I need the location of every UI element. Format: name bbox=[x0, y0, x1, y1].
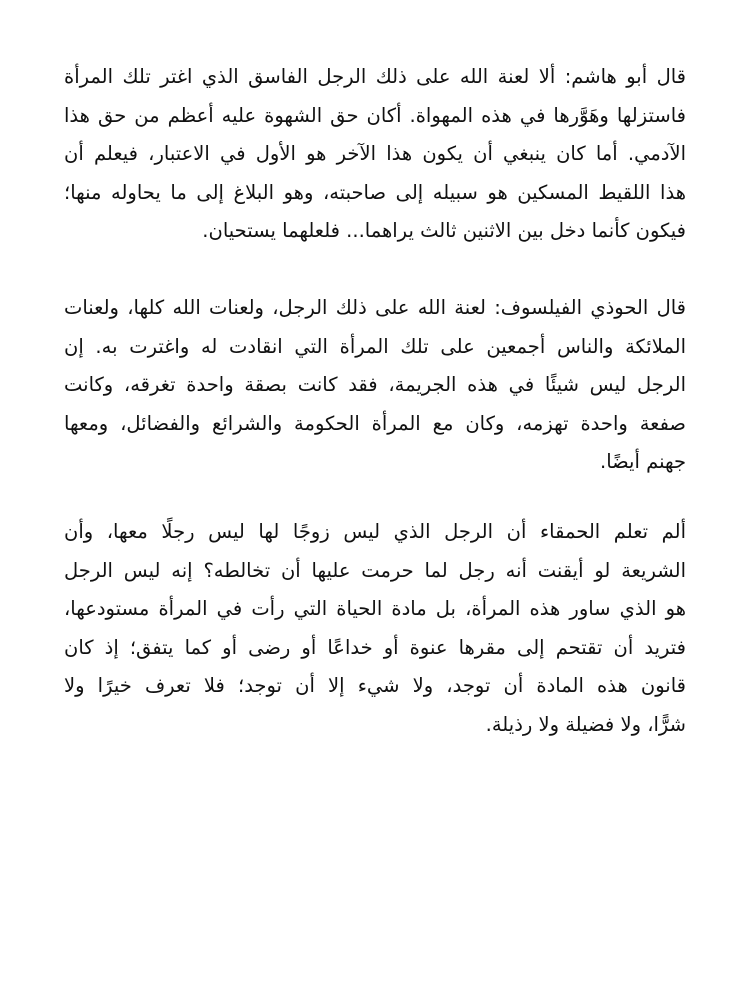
paragraph-coachman-philosopher bbox=[64, 289, 686, 482]
text-line: فيكون كأنما دخل بين الاثنين ثالث يراهما... فلعلهما يستحيان. bbox=[202, 219, 686, 242]
text-line: جهنم أيضًا. bbox=[600, 450, 686, 473]
text-line: هو الذي ساور هذه المرأة، بل مادة الحياة التي رأت في المرأة مستودعها، bbox=[64, 597, 686, 620]
text-line: الرجل ليس شيئًا في هذه الجريمة، فقد كانت بصقة واحدة تغرقه، وكانت bbox=[64, 373, 686, 396]
paragraph-abu-hashim bbox=[64, 58, 686, 251]
text-line: فتريد أن تقتحم إلى مقرها عنوة أو خداعًا أو رضى أو كما يتفق؛ إذ كان bbox=[64, 635, 686, 659]
text-line: قال أبو هاشم: ألا لعنة الله على ذلك الرجل الفاسق الذي اغتر تلك المرأة bbox=[64, 65, 686, 88]
text-line: الشريعة لو أيقنت أنه رجل لما حرمت عليها أن تخالطه؟ إنه ليس الرجل bbox=[64, 558, 686, 582]
text-line: قال الحوذي الفيلسوف: لعنة الله على ذلك الرجل، ولعنات الله كلها، ولعنات bbox=[64, 296, 686, 319]
text-line: ألم تعلم الحمقاء أن الرجل الذي ليس زوجًا لها ليس رجلًا معها، وأن bbox=[64, 520, 686, 543]
text-line: صفعة واحدة تهزمه، وكان مع المرأة الحكومة والشرائع والفضائل، ومعها bbox=[64, 411, 686, 435]
text-line: هذا اللقيط المسكين هو سبيله إلى صاحبته، وهو البلاغ إلى ما يحاوله منها؛ bbox=[64, 180, 686, 204]
text-line: الآدمي. أما كان ينبغي أن يكون هذا الآخر هو الأول في الاعتبار، فيعلم أن bbox=[64, 142, 686, 165]
text-line: فاستزلها وهَوَّرها في هذه المهواة. أكان حق الشهوة عليه أعظم من حق هذا bbox=[64, 103, 686, 127]
text-line: شرًّا، ولا فضيلة ولا رذيلة. bbox=[485, 712, 686, 736]
text-line: الملائكة والناس أجمعين على تلك المرأة التي انقادت له واغترت به. إن bbox=[64, 334, 686, 358]
paragraph-conclusion bbox=[64, 513, 686, 744]
text-line: قانون هذه المادة أن توجد، ولا شيء إلا أن توجد؛ فلا تعرف خيرًا ولا bbox=[64, 674, 686, 697]
